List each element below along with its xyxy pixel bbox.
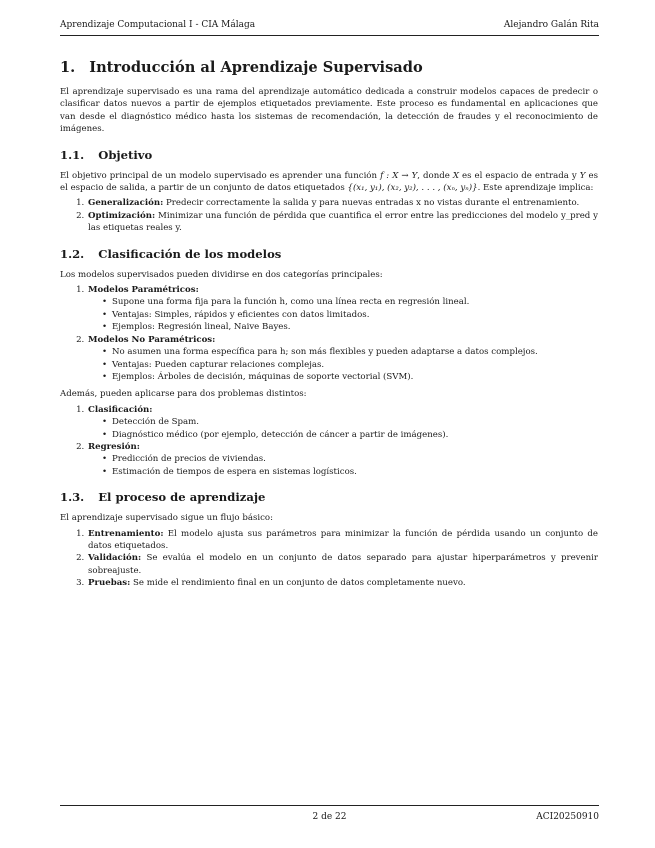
subsection-number: 1.1. (60, 147, 85, 162)
list-item (87, 210, 598, 235)
list-item (87, 334, 598, 384)
list-item (87, 441, 598, 478)
item-text: Se evalúa el modelo en un conjunto de datos separado para ajustar hiperparámetros y prevenir sobreajuste. (88, 553, 598, 576)
item-label: Pruebas: (88, 578, 131, 589)
clasificacion-intro-2: Además, pueden aplicarse para dos problemas distintos: (60, 389, 307, 400)
subsection-title: Clasificación de los modelos (98, 246, 282, 261)
objetivo-text-2: , donde (417, 170, 453, 181)
math-y: Y (579, 170, 586, 181)
bullet-item: • Estimación de tiempos de espera en sistemas logísticos. (102, 466, 598, 478)
math-x: X (452, 170, 459, 181)
page-number: 2 de 22 (312, 812, 347, 822)
item-label: Entrenamiento: (88, 528, 164, 539)
bullet-item: • Detección de Spam. (102, 416, 598, 428)
list-item (87, 528, 598, 553)
subsection-number: 1.2. (60, 246, 85, 261)
process-steps-list (60, 528, 598, 590)
item-label: Generalización: (88, 198, 164, 209)
document-code: ACI20250910 (536, 812, 599, 822)
clasificacion-intro: Los modelos supervisados pueden dividirse en dos categorías principales: (60, 269, 383, 280)
bullet-item: • Ventajas: Simples, rápidos y eficientes con datos limitados. (102, 309, 598, 321)
subsection-heading-proceso (60, 490, 598, 505)
bullet-list (88, 346, 598, 383)
proceso-intro: El aprendizaje supervisado sigue un flujo básico: (60, 513, 273, 524)
math-dataset: {(x₁, y₁), (x₂, y₂), . . . , (xₙ, yₙ)} (347, 183, 478, 194)
bullet-item: • No asumen una forma específica para h; son más flexibles y pueden adaptarse a datos complejos. (102, 346, 598, 358)
bullet-list (88, 296, 598, 333)
subsection-number: 1.3. (60, 490, 85, 505)
item-text: Se mide el rendimiento final en un conjunto de datos completamente nuevo. (133, 578, 466, 589)
list-item (87, 404, 598, 441)
bullet-item: • Ejemplos: Regresión lineal, Naive Bayes. (102, 321, 598, 333)
header-course: Aprendizaje Computacional I - CIA Málaga (60, 20, 256, 30)
subsection-heading-clasificacion (60, 247, 598, 262)
list-item (87, 197, 598, 209)
running-header (60, 20, 599, 36)
objetivo-text-4: es el espacio de salida, a partir de un conjunto de datos etiquetados (60, 170, 598, 194)
bullet-item: • Diagnóstico médico (por ejemplo, detección de cáncer a partir de imágenes). (102, 429, 598, 441)
objetivo-text-5: . Este aprendizaje implica: (477, 183, 594, 194)
item-label: Validación: (88, 553, 142, 564)
objetivo-text-1: El objetivo principal de un modelo supervisado es aprender una función (60, 170, 381, 181)
section-intro: El aprendizaje supervisado es una rama del aprendizaje automático dedicada a construir modelos capaces de predecir o clasificar datos nuevos a partir de ejemplos etiquetados previamente. Este proceso es fundamental en aplicaciones que van desde el diagnóstico médico hasta los sistemas de recomendación, la detección de fraudes y el reconocimiento de imágenes. (60, 87, 598, 135)
item-label: Modelos No Paramétricos: (88, 334, 216, 345)
page-content (60, 58, 598, 595)
list-item (87, 552, 598, 577)
objetivo-paragraph (60, 170, 598, 195)
list-item (87, 577, 598, 589)
list-item (87, 284, 598, 334)
problem-types-list (60, 404, 598, 478)
item-label: Modelos Paramétricos: (88, 285, 199, 296)
subsection-heading-objetivo (60, 148, 598, 163)
bullet-item: • Ejemplos: Árboles de decisión, máquinas de soporte vectorial (SVM). (102, 371, 598, 383)
subsection-title: Objetivo (98, 147, 153, 162)
objetivo-list (60, 197, 598, 234)
item-label: Regresión: (88, 441, 140, 452)
subsection-title: El proceso de aprendizaje (98, 490, 266, 505)
section-heading (60, 58, 598, 77)
bullet-list (88, 416, 598, 441)
header-author: Alejandro Galán Rita (503, 20, 599, 30)
bullet-list (88, 453, 598, 478)
item-label: Optimización: (88, 210, 156, 221)
item-text: El modelo ajusta sus parámetros para minimizar la función de pérdida usando un conjunto de datos etiquetados. (88, 528, 599, 551)
item-text: Predecir correctamente la salida y para nuevas entradas x no vistas durante el entrenamiento. (165, 198, 580, 209)
item-label: Clasificación: (88, 404, 153, 415)
bullet-item: • Ventajas: Pueden capturar relaciones complejas. (102, 359, 598, 371)
page-footer (60, 805, 599, 822)
objetivo-text-3: es el espacio de entrada y (458, 170, 580, 181)
bullet-item: • Supone una forma fija para la función h, como una línea recta en regresión lineal. (102, 296, 598, 308)
math-function: f : X → Y (380, 170, 418, 181)
bullet-item: • Predicción de precios de viviendas. (102, 453, 598, 465)
section-number: 1. (60, 59, 76, 76)
item-text: Minimizar una función de pérdida que cuantifica el error entre las predicciones del modelo y_pred y las etiquetas reales y. (88, 210, 598, 234)
model-types-list (60, 284, 598, 383)
section-title: Introducción al Aprendizaje Supervisado (89, 59, 423, 76)
